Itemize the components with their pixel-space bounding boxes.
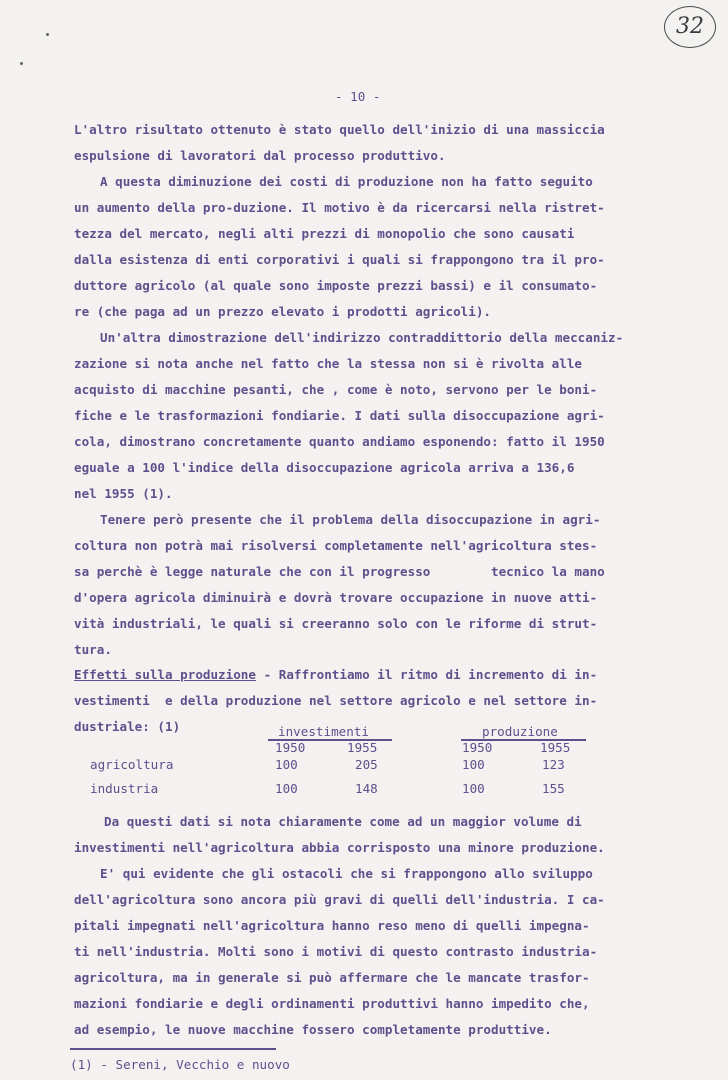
text-line: E' qui evidente che gli ostacoli che si frappongono allo sviluppo (100, 866, 593, 881)
text-line: ad esempio, le nuove macchine fossero completamente produttive. (74, 1022, 552, 1037)
text-line: vestimenti e della produzione nel settore agricolo e nel settore in- (74, 693, 598, 708)
text-line: fiche e le trasformazioni fondiarie. I dati sulla disoccupazione agri- (74, 408, 605, 423)
table-row-label: industria (90, 781, 159, 796)
page-number: - 10 - (335, 89, 381, 104)
text-line: Da questi dati si nota chiaramente come ad un maggior volume di (104, 814, 582, 829)
text-line: acquisto di macchine pesanti, che , come è noto, servono per le boni- (74, 382, 598, 397)
text-line: ti nell'industria. Molti sono i motivi di questo contrasto industria- (74, 944, 598, 959)
text-line: A questa diminuzione dei costi di produzione non ha fatto seguito (100, 174, 593, 189)
text-line: duttore agricolo (al quale sono imposte prezzi bassi) e il consumato- (74, 278, 598, 293)
table-row-label: agricoltura (90, 757, 174, 772)
table-year: 1950 (275, 740, 306, 755)
archive-page-number: 32 (664, 6, 716, 48)
text-line: dell'agricoltura sono ancora più gravi di quelli dell'industria. I ca- (74, 892, 605, 907)
text-line: re (che paga ad un prezzo elevato i prodotti agricoli). (74, 304, 492, 319)
text-line: dustriale: (1) (74, 719, 181, 734)
paper-speck (20, 62, 23, 65)
footnote: (1) - Sereni, Vecchio e nuovo (70, 1057, 290, 1072)
text-run: - Raffrontiamo il ritmo di incremento di in- (255, 667, 598, 682)
text-line: investimenti nell'agricoltura abbia corrisposto una minore produzione. (74, 840, 605, 855)
table-year: 1950 (462, 740, 493, 755)
text-line: Un'altra dimostrazione dell'indirizzo contraddittorio della meccaniz- (100, 330, 624, 345)
table-group-header: produzione (482, 724, 558, 739)
text-line: d'opera agricola diminuirà e dovrà trovare occupazione in nuove atti- (74, 590, 598, 605)
table-cell: 205 (355, 757, 378, 772)
text-line: sa perchè è legge naturale che con il progresso tecnico la mano (74, 564, 605, 579)
table-year: 1955 (347, 740, 378, 755)
table-year: 1955 (540, 740, 571, 755)
text-line: un aumento della pro-duzione. Il motivo è da ricercarsi nella ristret- (74, 200, 605, 215)
text-line: nel 1955 (1). (74, 486, 173, 501)
text-line: zazione si nota anche nel fatto che la stessa non si è rivolta alle (74, 356, 582, 371)
text-line: vità industriali, le quali si creeranno solo con le riforme di strut- (74, 616, 598, 631)
table-cell: 123 (542, 757, 565, 772)
table-group-header: investimenti (278, 724, 369, 739)
text-line: cola, dimostrano concretamente quanto andiamo esponendo: fatto il 1950 (74, 434, 605, 449)
text-line: espulsione di lavoratori dal processo produttivo. (74, 148, 446, 163)
table-cell: 155 (542, 781, 565, 796)
text-line: tura. (74, 642, 112, 657)
footnote-rule (70, 1048, 276, 1050)
text-line: coltura non potrà mai risolversi completamente nell'agricoltura stes- (74, 538, 598, 553)
text-line: dalla esistenza di enti corporativi i quali si frappongono tra il pro- (74, 252, 605, 267)
table-cell: 100 (275, 781, 298, 796)
text-line: eguale a 100 l'indice della disoccupazione agricola arriva a 136,6 (74, 460, 575, 475)
text-line: tezza del mercato, negli alti prezzi di monopolio che sono causati (74, 226, 575, 241)
text-line: pitali impegnati nell'agricoltura hanno reso meno di quelli impegna- (74, 918, 590, 933)
paper-speck (46, 33, 49, 36)
text-line: mazioni fondiarie e degli ordinamenti produttivi hanno impedito che, (74, 996, 590, 1011)
table-cell: 148 (355, 781, 378, 796)
text-line: L'altro risultato ottenuto è stato quello dell'inizio di una massiccia (74, 122, 605, 137)
section-heading: Effetti sulla produzione (74, 667, 256, 682)
section-heading-line (74, 668, 597, 682)
table-cell: 100 (275, 757, 298, 772)
table-cell: 100 (462, 757, 485, 772)
text-line: Tenere però presente che il problema della disoccupazione in agri- (100, 512, 601, 527)
table-cell: 100 (462, 781, 485, 796)
text-line: agricoltura, ma in generale si può affermare che le mancate trasfor- (74, 970, 590, 985)
